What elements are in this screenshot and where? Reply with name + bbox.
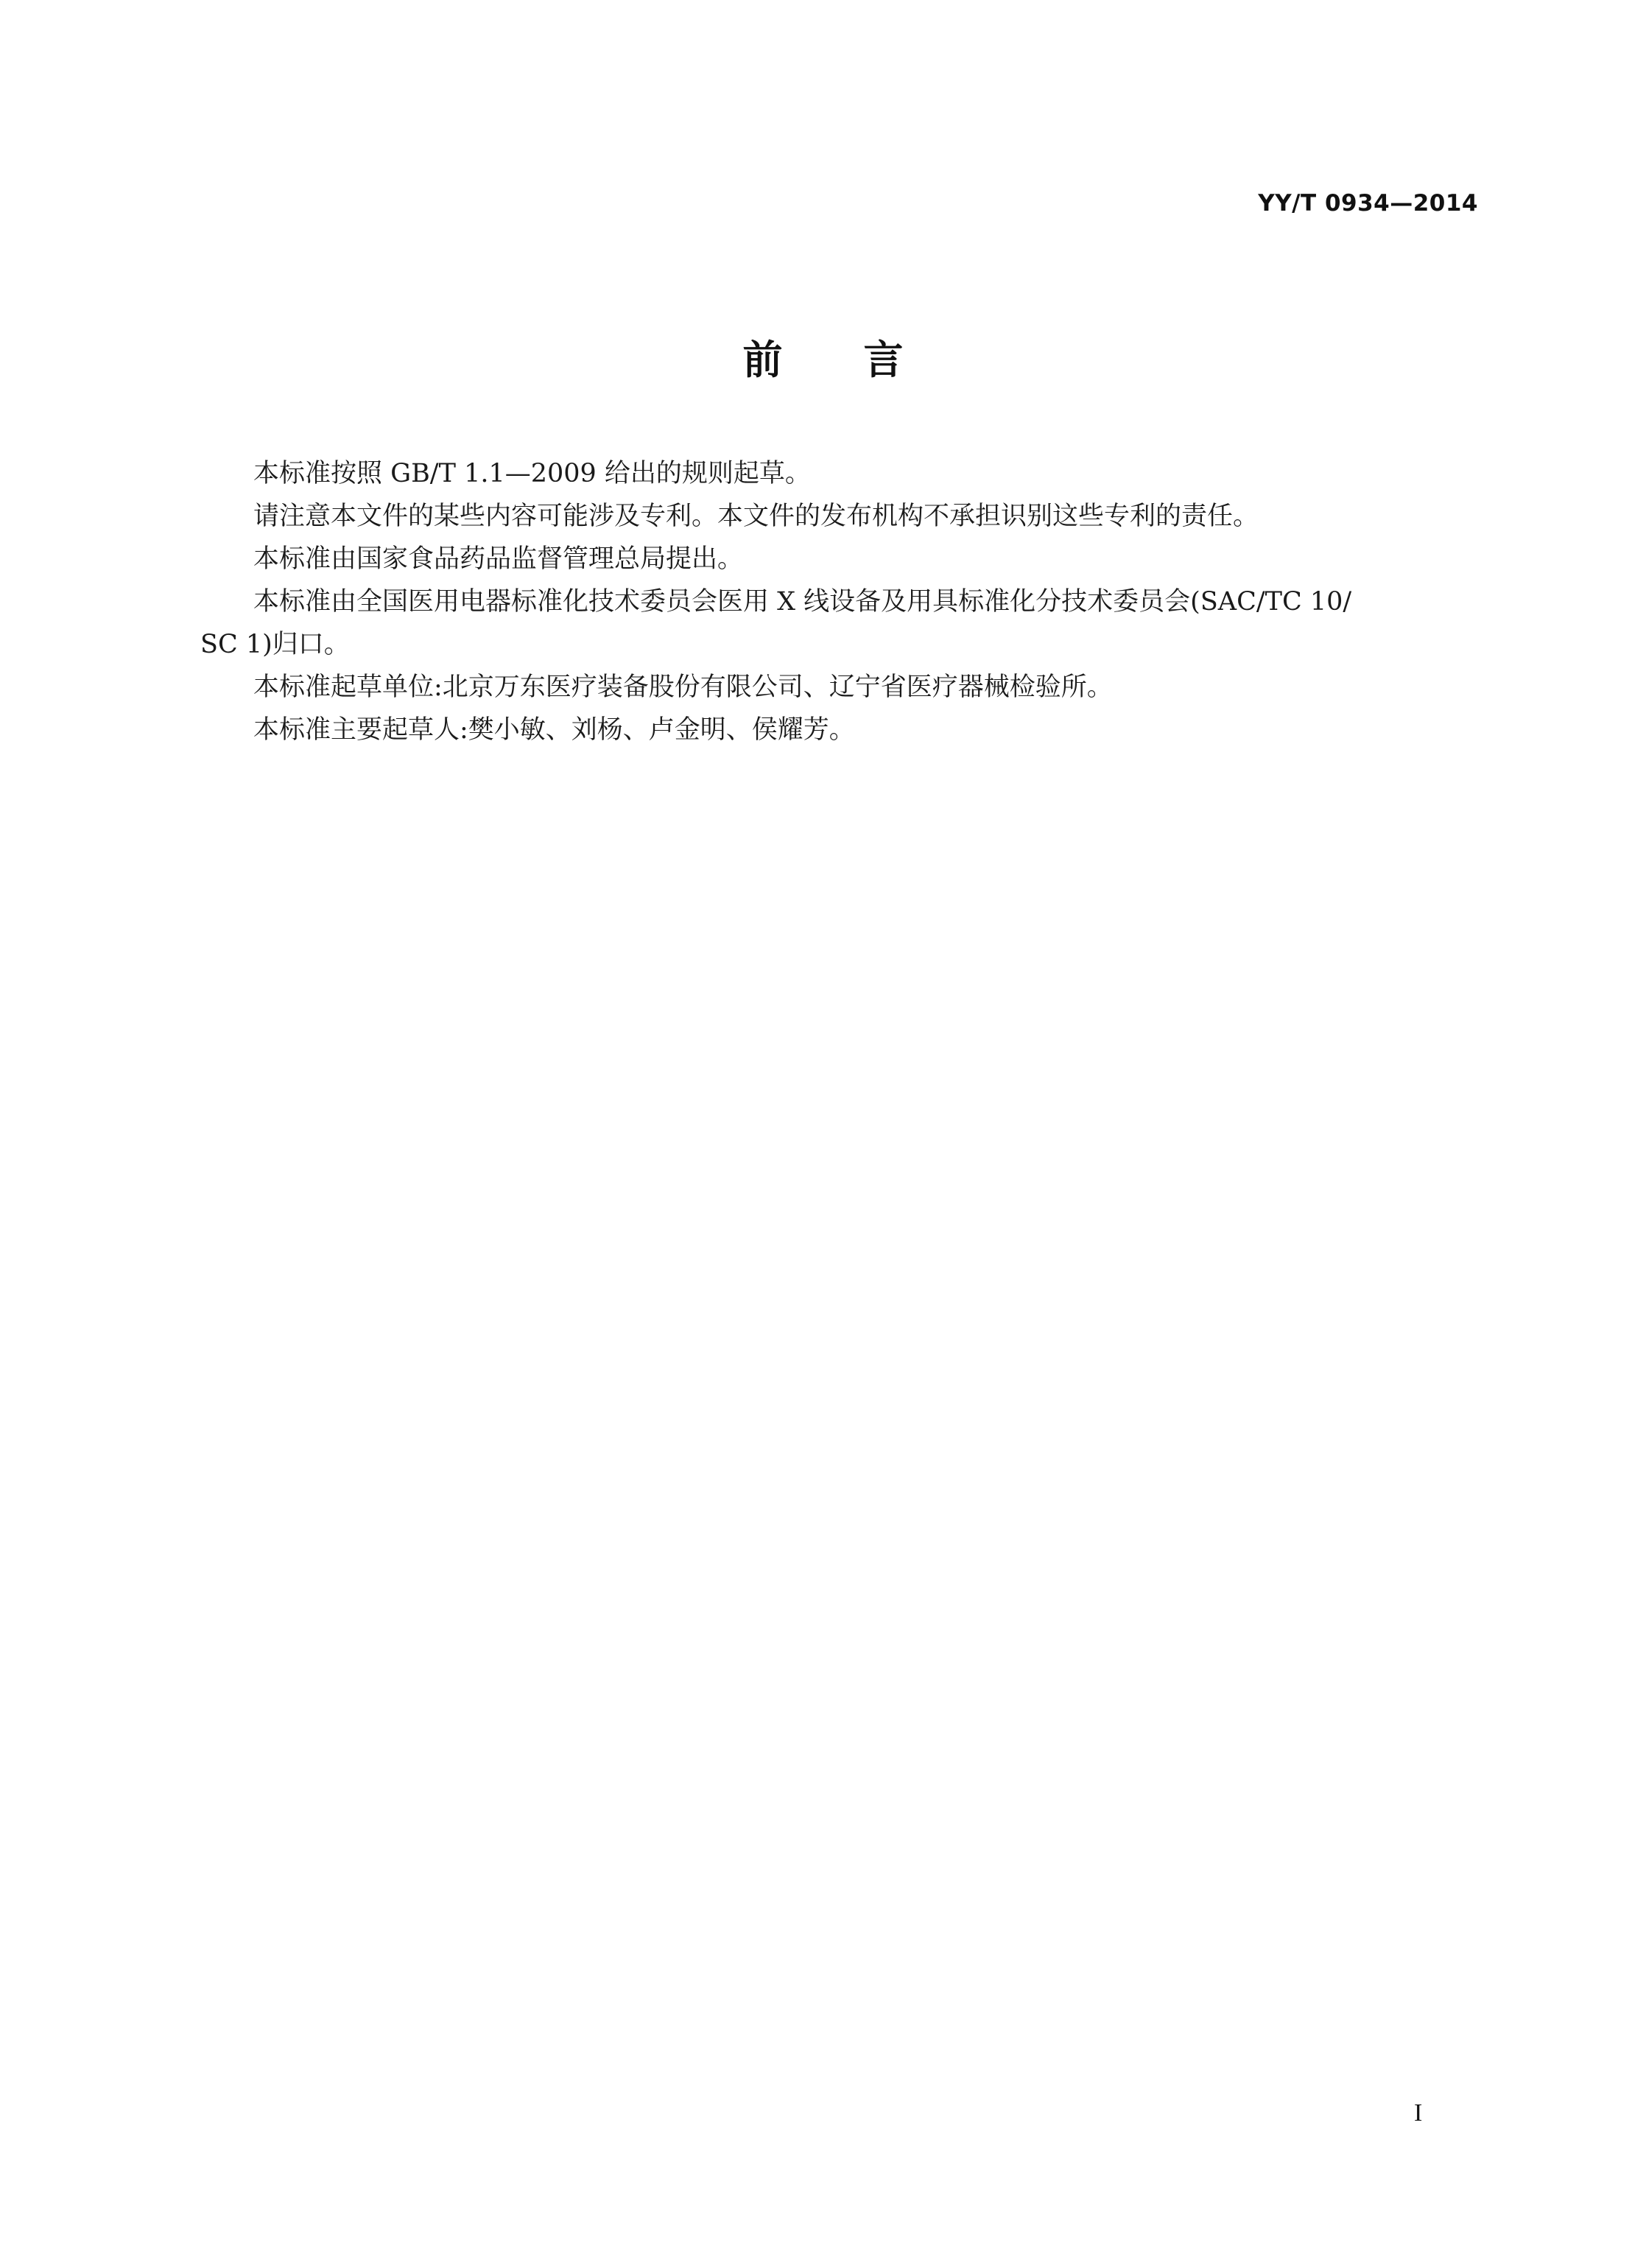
paragraph-proposer: 本标准由国家食品药品监督管理总局提出。 (253, 544, 744, 574)
paragraph-drafters: 本标准主要起草人:樊小敏、刘杨、卢金明、侯耀芳。 (253, 715, 855, 745)
paragraph-drafting-units: 本标准起草单位:北京万东医疗装备股份有限公司、辽宁省医疗器械检验所。 (253, 673, 1113, 702)
paragraph-committee: 本标准由全国医用电器标准化技术委员会医用 X 线设备及用具标准化分技术委员会(SAC/TC 10/ (253, 587, 1352, 617)
paragraph-patent-notice: 请注意本文件的某些内容可能涉及专利。本文件的发布机构不承担识别这些专利的责任。 (253, 502, 1259, 531)
page-number: I (1414, 2099, 1423, 2127)
paragraph-committee-continued: SC 1)归口。 (200, 630, 350, 659)
paragraph-drafting-rules: 本标准按照 GB/T 1.1—2009 给出的规则起草。 (253, 459, 811, 488)
page-title: 前言 (742, 337, 985, 383)
foreword-body (200, 452, 1482, 751)
standard-number: YY/T 0934—2014 (1258, 190, 1478, 217)
